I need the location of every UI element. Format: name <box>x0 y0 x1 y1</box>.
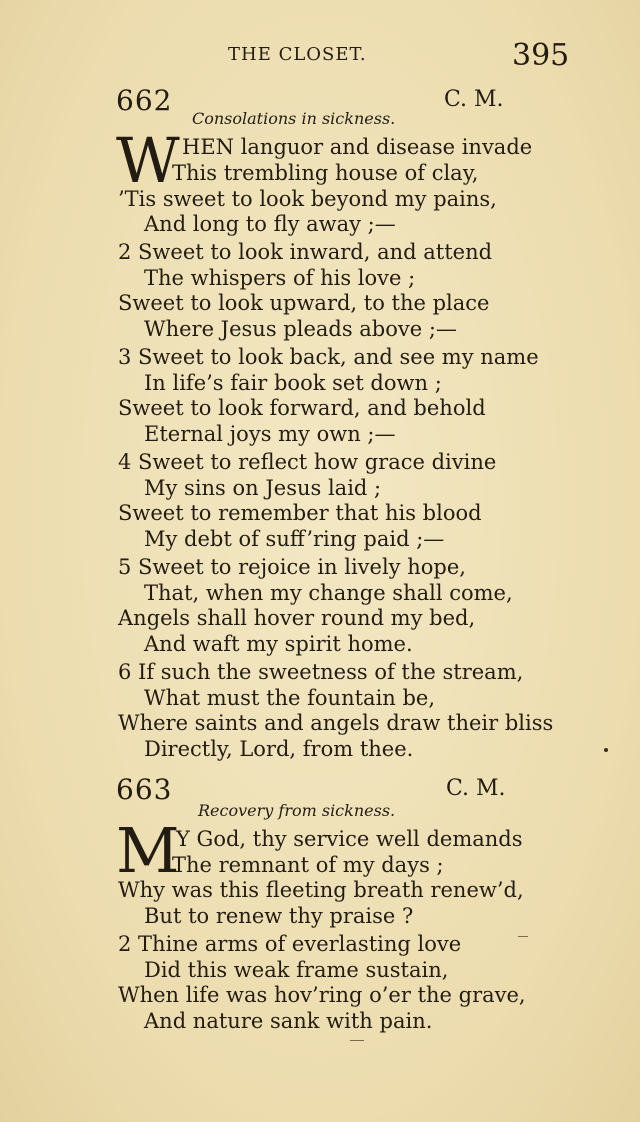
hymn-663-line: Did this weak frame sustain, <box>144 958 449 982</box>
ink-speck <box>604 748 608 752</box>
hymn-662-line: Sweet to look forward, and behold <box>118 396 486 420</box>
hymn-662-line: Directly, Lord, from thee. <box>144 737 414 761</box>
hymn-662-line: Sweet to remember that his blood <box>118 501 482 525</box>
hymn-662-line: Where Jesus pleads above ;— <box>144 317 457 341</box>
hymn-662-line: In life’s fair book set down ; <box>144 371 442 395</box>
hymn-662-line: Angels shall hover round my bed, <box>118 606 476 630</box>
hymn-662-line: HEN languor and disease invade <box>182 135 533 159</box>
hymn-662-line: My sins on Jesus laid ; <box>144 476 382 500</box>
hymn-662-line: 6 If such the sweetness of the stream, <box>118 660 524 684</box>
page-number: 395 <box>512 38 570 73</box>
hymn-663-line: And nature sank with pain. <box>144 1009 433 1033</box>
running-title: THE CLOSET. <box>228 44 367 65</box>
hymn-662-line: The whispers of his love ; <box>144 266 416 290</box>
hymn-662-line: 4 Sweet to reflect how grace divine <box>118 450 497 474</box>
hymn-662-line: 2 Sweet to look inward, and attend <box>118 240 493 264</box>
hymn-663-line: The remnant of my days ; <box>172 853 444 877</box>
hymn-662-subtitle: Consolations in sickness. <box>192 109 396 128</box>
hymn-662-line: Eternal joys my own ;— <box>144 422 396 446</box>
hymn-663-number: 663 <box>116 773 173 806</box>
ink-mark <box>518 936 528 937</box>
hymn-663-line: But to renew thy praise ? <box>144 904 414 928</box>
ink-mark <box>350 1040 364 1041</box>
hymn-663-line: When life was hov’ring o’er the grave, <box>118 983 526 1007</box>
hymn-662-line: Where saints and angels draw their bliss <box>118 711 554 735</box>
hymn-663-subtitle: Recovery from sickness. <box>198 801 396 820</box>
hymn-662-line: This trembling house of clay, <box>172 161 479 185</box>
hymn-663-meter: C. M. <box>446 776 506 801</box>
hymn-662-meter: C. M. <box>444 87 504 112</box>
hymn-662-number: 662 <box>116 84 173 117</box>
hymn-662-line: My debt of suff’ring paid ;— <box>144 527 445 551</box>
hymn-662-line: 5 Sweet to rejoice in lively hope, <box>118 555 466 579</box>
hymn-663-line: Y God, thy service well demands <box>176 827 523 851</box>
hymn-662-line: And long to fly away ;— <box>144 212 396 236</box>
hymn-662-drop-cap: W <box>116 124 180 197</box>
hymn-662-line: What must the fountain be, <box>144 686 436 710</box>
hymn-663-drop-cap: M <box>116 814 180 887</box>
hymn-662-line: ’Tis sweet to look beyond my pains, <box>118 187 497 211</box>
hymn-663-line: 2 Thine arms of everlasting love <box>118 932 462 956</box>
hymn-662-line: That, when my change shall come, <box>144 581 513 605</box>
hymn-662-line: 3 Sweet to look back, and see my name <box>118 345 539 369</box>
hymn-662-line: And waft my spirit home. <box>144 632 413 656</box>
hymn-663-line: Why was this fleeting breath renew’d, <box>118 878 524 902</box>
hymn-662-line: Sweet to look upward, to the place <box>118 291 490 315</box>
